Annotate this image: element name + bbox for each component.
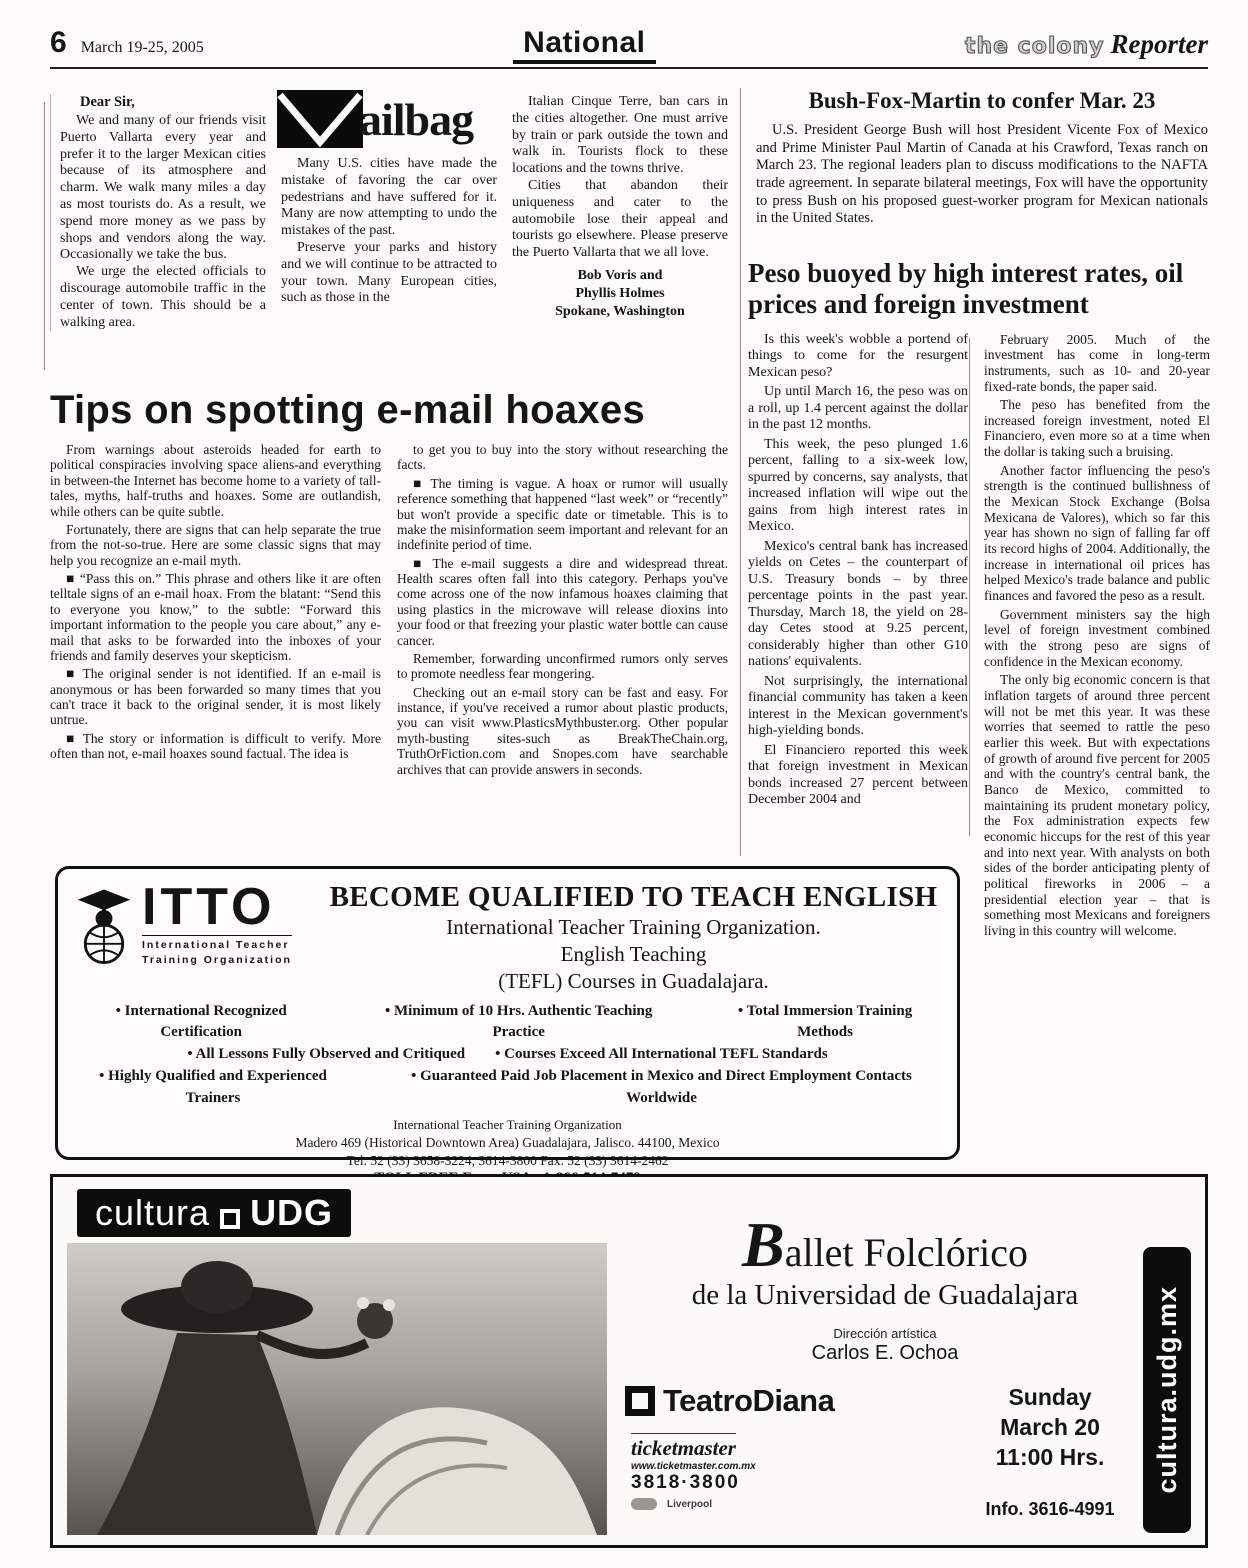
bullet-row	[74, 1044, 941, 1066]
signature-line: Bob Voris and	[577, 267, 663, 283]
bullet-item: • Total Immersion Training Methods	[709, 1001, 941, 1045]
mailbag-column-2	[281, 94, 497, 331]
masthead-title: Reporter	[1110, 29, 1208, 59]
letter-signature	[512, 267, 728, 322]
bullet-item: • Courses Exceed All International TEFL Standards	[495, 1044, 828, 1066]
article-paragraph: Fortunately, there are signs that can help separate the true from the not-so-true. Here are some classic signs that may help you recognize an e-mail myth.	[50, 521, 381, 568]
cultura-udg-logo	[77, 1189, 351, 1237]
article-paragraph: Not surprisingly, the international financial community has taken a keen interest in the Mexican government's high-yielding bonds.	[748, 673, 968, 739]
schedule-date: March 20	[1000, 1413, 1100, 1440]
header-left	[50, 26, 204, 60]
article-headline: Bush-Fox-Martin to confer Mar. 23	[808, 88, 1156, 113]
vertical-url-text: cultura.udg.mx	[1151, 1286, 1182, 1494]
article-paragraph: Checking out an e-mail story can be fast and easy. For instance, if you've received a rumor about plastic products, you can visit www.PlasticsMythbuster.org. Other popular myth-busting sites-such as BreakTheChain.org, TruthOrFiction.com and Snopes.com have searchable archives that can provide answers in seconds.	[397, 684, 728, 777]
venue-block	[625, 1383, 925, 1520]
mailbag-logo	[277, 90, 497, 148]
article-paragraph: Another factor influencing the peso's strength is the continued bullishness of the Mexican Stock Exchange (Bolsa Mexicana de Valores), which so far this year has shown no sign of falling far off its record highs of 2004. Additionally, the increase in international oil prices has helped Mexico's trade balance and public finances and favored the peso as a result.	[984, 462, 1210, 604]
itto-bullet-list	[74, 1001, 941, 1110]
article-paragraph: This week, the peso plunged 1.6 percent, falling to a six-week low, spurred by concerns, say analysts, that increased inflation will wipe out the gains from high interest rates in Mexico.	[748, 436, 968, 535]
peso-column-1	[748, 332, 968, 860]
itto-ad-headlines	[326, 879, 941, 995]
page-number: 6	[50, 26, 67, 59]
ticketmaster-block	[625, 1433, 925, 1510]
mailbag-column-1	[50, 94, 266, 331]
itto-logo-subtext	[142, 935, 292, 966]
mailbag-column-3	[512, 94, 728, 331]
article-headline: Tips on spotting e-mail hoaxes	[50, 388, 646, 432]
itto-ad-top	[74, 879, 941, 995]
column-rule	[740, 88, 741, 856]
ad-org-line: International Teacher Training Organization	[393, 1117, 622, 1133]
dancers-photo	[67, 1243, 607, 1535]
article-paragraph: Government ministers say the high level of foreign investment combined with the strong peso are signs of confidence in the Mexican economy.	[984, 606, 1210, 669]
mailbag-section	[50, 94, 728, 331]
masthead	[965, 29, 1208, 60]
ticketmaster-website: www.ticketmaster.com.mx	[631, 1461, 756, 1472]
vertical-url-bar	[1143, 1247, 1191, 1533]
schedule-day: Sunday	[1008, 1384, 1092, 1410]
udg-square-icon	[220, 1209, 240, 1229]
bullet-row	[74, 1066, 941, 1110]
article-paragraph: ■ The original sender is not identified. If an e-mail is anonymous or has been forwarded so many times that you can't trace it back to the original sender, it is most likely untrue.	[50, 666, 381, 728]
article-paragraph: Up until March 16, the peso was on a roll, up 1.4 percent against the dollar in the past 12 months.	[748, 384, 968, 433]
partner-name: Liverpool	[667, 1498, 713, 1510]
letter-salutation: Dear Sir,	[80, 94, 135, 110]
itto-advertisement	[55, 866, 960, 1168]
cultura-udg-advertisement	[50, 1174, 1208, 1548]
partner-logo-icon	[631, 1498, 657, 1510]
article-paragraph: February 2005. Much of the investment has come in long-term instruments, such as 10- and 20-year fixed-rate bonds, the paper said.	[984, 331, 1210, 394]
info-phone: Info. 3616-4991	[985, 1498, 1115, 1519]
teatro-diana-icon	[625, 1386, 655, 1416]
ballet-title	[625, 1209, 1145, 1280]
letter-paragraph: Cities that abandon their uniqueness and cater to the automobile lose their appeal and tourists go elsewhere. Please preserve the Puerto Vallarta that we all love.	[512, 177, 728, 261]
ad-phone: Tel. 52 (33) 3658-3224, 3614-3800 Fax. 52 (33) 3614-2462	[346, 1152, 669, 1168]
article-paragraph: to get you to buy into the story without researching the facts.	[397, 442, 728, 473]
article-paragraph: The only big economic concern is that inflation targets of around three percent will not be met this year. It was these worries that seemed to rattle the peso earlier this week. But with expectations of growth of around five percent for 2005 and with the country's central bank, the Banco de Mexico, committed to maintaining its prudent monetary policy, the Fox administration expects few economic hiccups for the rest of this year and into next year. With analysts on both sides of the border anticipating plenty of political fireworks in 2006 – a presidential election year – that is something most Mexicans and foreigners living in this country will welcome.	[984, 672, 1210, 938]
udg-ad-bottom-row	[625, 1383, 1145, 1520]
bullet-item: • Highly Qualified and Experienced Trainers	[74, 1066, 352, 1110]
article-paragraph: U.S. President George Bush will host President Vicente Fox of Mexico and Prime Minister Paul Martin of Canada at his Crawford, Texas ranch on March 23. The regional leaders plan to discuss modifications to the NAFTA trade agreement. In separate bilateral meetings, Fox will have the opportunity to press Bush on his proposed guest-worker program for Mexican nationals in the United States.	[756, 122, 1208, 227]
venue-logo	[625, 1383, 925, 1419]
ticketmaster-phone: 3818·3800	[631, 1472, 740, 1493]
partner-logos	[631, 1498, 925, 1510]
signature-line: Phyllis Holmes	[575, 286, 665, 302]
letter-paragraph: Italian Cinque Terre, ban cars in the cities altogether. One must arrive by train or park outside the town and walk in. Tourists flock to these locations and the towns thrive.	[512, 94, 728, 177]
itto-logo	[74, 879, 326, 995]
direction-label: Dirección artística	[833, 1326, 937, 1341]
page-header	[50, 26, 1208, 69]
ballet-title-rest: allet Folclórico	[784, 1230, 1028, 1275]
article-paragraph: The peso has benefited from the increased foreign investment, noted El Financiero, even more so at a time when the dollar is taking such a bruising.	[984, 397, 1210, 460]
itto-logo-subtext-line: Training Organization	[142, 953, 292, 966]
itto-logo-text: ITTO	[142, 878, 276, 936]
ad-subline: (TEFL) Courses in Guadalajara.	[498, 968, 769, 993]
article-paragraph: ■ The e-mail suggests a dire and widespread threat. Health scares often fall into this category. Perhaps you've come across one of the now infamous hoaxes claiming that using plastics in the microwave will release dioxins into your food or that freezing your plastic water bottle can cause cancer.	[397, 555, 728, 648]
bullet-row	[74, 1001, 941, 1045]
peso-column-2	[984, 332, 1210, 1172]
issue-date: March 19-25, 2005	[80, 39, 204, 56]
cultura-logo-text: cultura	[95, 1192, 211, 1233]
ticketmaster-logo-text: ticketmaster	[631, 1433, 736, 1461]
schedule-time: 11:00 Hrs.	[995, 1443, 1105, 1470]
bullet-item: • Guaranteed Paid Job Placement in Mexico and Direct Employment Contacts Worldwide	[382, 1066, 941, 1110]
mailbag-logo-text: ailbag	[359, 93, 474, 145]
signature-line: Spokane, Washington	[555, 304, 685, 320]
ad-subline: International Teacher Training Organization.	[446, 915, 821, 939]
envelope-icon	[277, 90, 363, 148]
article-paragraph: El Financiero reported this week that foreign investment in Mexican bonds increased 27 percent between December 2004 and	[748, 742, 968, 808]
bush-fox-martin-article	[756, 88, 1208, 228]
tips-columns	[50, 442, 728, 780]
column-rule	[44, 102, 45, 370]
article-paragraph: Mexico's central bank has increased yields on Cetes – the counterpart of U.S. Treasury bonds – by three percentage points in the past year. Thursday, March 18, the yield on 28-day Cetes stood at 9.25 percent, considerably higher than other G10 nations' equivalents.	[748, 538, 968, 670]
article-paragraph: ■ The timing is vague. A hoax or rumor will usually reference something that happened “last week” or “recently” but won't provide a specific date or timetable. This is to make the misinformation seem important and relevant for an indefinite period of time.	[397, 475, 728, 553]
director-name: Carlos E. Ochoa	[811, 1342, 959, 1364]
section-title-wrap	[513, 26, 655, 60]
letter-paragraph: Many U.S. cities have made the mistake of favoring the car over pedestrians and have suffered for it. Many are now attempting to undo the mistakes of the past.	[281, 156, 497, 239]
bullet-item: • Minimum of 10 Hrs. Authentic Teaching Practice	[358, 1001, 679, 1045]
article-paragraph: From warnings about asteroids headed for earth to political conspiracies involving space aliens-and everything in between-the Internet has become home to a variety of tall-tales, myths, half-truths and hoaxes. Some are outlandish, while others can be quite subtle.	[50, 442, 381, 519]
article-paragraph: ■ “Pass this on.” This phrase and others like it are often telltale signs of an e-mail hoax. From the blatant: “Send this to everyone you know,” to the subtle: “Forward this important information to the people you care about,” any e-mail that asks to be forwarded into the inboxes of your friends and family deserves your skepticism.	[50, 571, 381, 663]
bullet-item: • All Lessons Fully Observed and Critiqued	[187, 1044, 465, 1066]
ballet-subtitle: de la Universidad de Guadalajara	[691, 1279, 1079, 1311]
article-paragraph: Remember, forwarding unconfirmed rumors only serves to promote needless fear mongering.	[397, 650, 728, 682]
section-title: National	[513, 26, 655, 64]
tips-column-1	[50, 442, 381, 780]
ballet-title-initial: B	[742, 1209, 785, 1280]
letter-paragraph: Preserve your parks and history and we will continue to be attracted to your town. Many European cities, such as those in the	[281, 239, 497, 306]
article-paragraph: Is this week's wobble a portend of things to come for the resurgent Mexican peso?	[748, 331, 968, 380]
itto-lettering	[142, 878, 292, 967]
masthead-prefix: the colony	[964, 34, 1105, 59]
ad-subline: English Teaching	[560, 941, 707, 966]
bullet-item: • International Recognized Certification	[74, 1001, 328, 1045]
itto-logo-subtext-line: International Teacher	[142, 939, 290, 952]
tips-article	[50, 388, 728, 780]
letter-paragraph: We urge the elected officials to discourage automobile traffic in the center of town. This should be a walking area.	[60, 264, 266, 330]
article-headline: Peso buoyed by high interest rates, oil prices and foreign investment	[748, 258, 1184, 319]
letter-paragraph: We and many of our friends visit Puerto Vallarta every year and prefer it to the larger Mexican cities because of its atmosphere and charm. We walk many miles a day as most tourists do. As a result, we spend more money as we pass by shops and vendors along the way. Occasionally we take the bus.	[60, 113, 266, 263]
tips-column-2	[397, 442, 728, 780]
dancers-photo-illustration	[67, 1243, 607, 1535]
venue-name: TeatroDiana	[663, 1383, 835, 1418]
article-paragraph: ■ The story or information is difficult to verify. More often than not, e-mail hoaxes sound factual. The idea is	[50, 730, 381, 762]
schedule-block	[955, 1383, 1145, 1520]
udg-logo-text: UDG	[250, 1192, 334, 1233]
udg-ad-content	[625, 1209, 1145, 1520]
ad-address: Madero 469 (Historical Downtown Area) Guadalajara, Jalisco. 44100, Mexico	[295, 1135, 720, 1151]
ad-headline: BECOME QUALIFIED TO TEACH ENGLISH	[329, 881, 938, 913]
graduate-globe-icon	[74, 883, 134, 969]
